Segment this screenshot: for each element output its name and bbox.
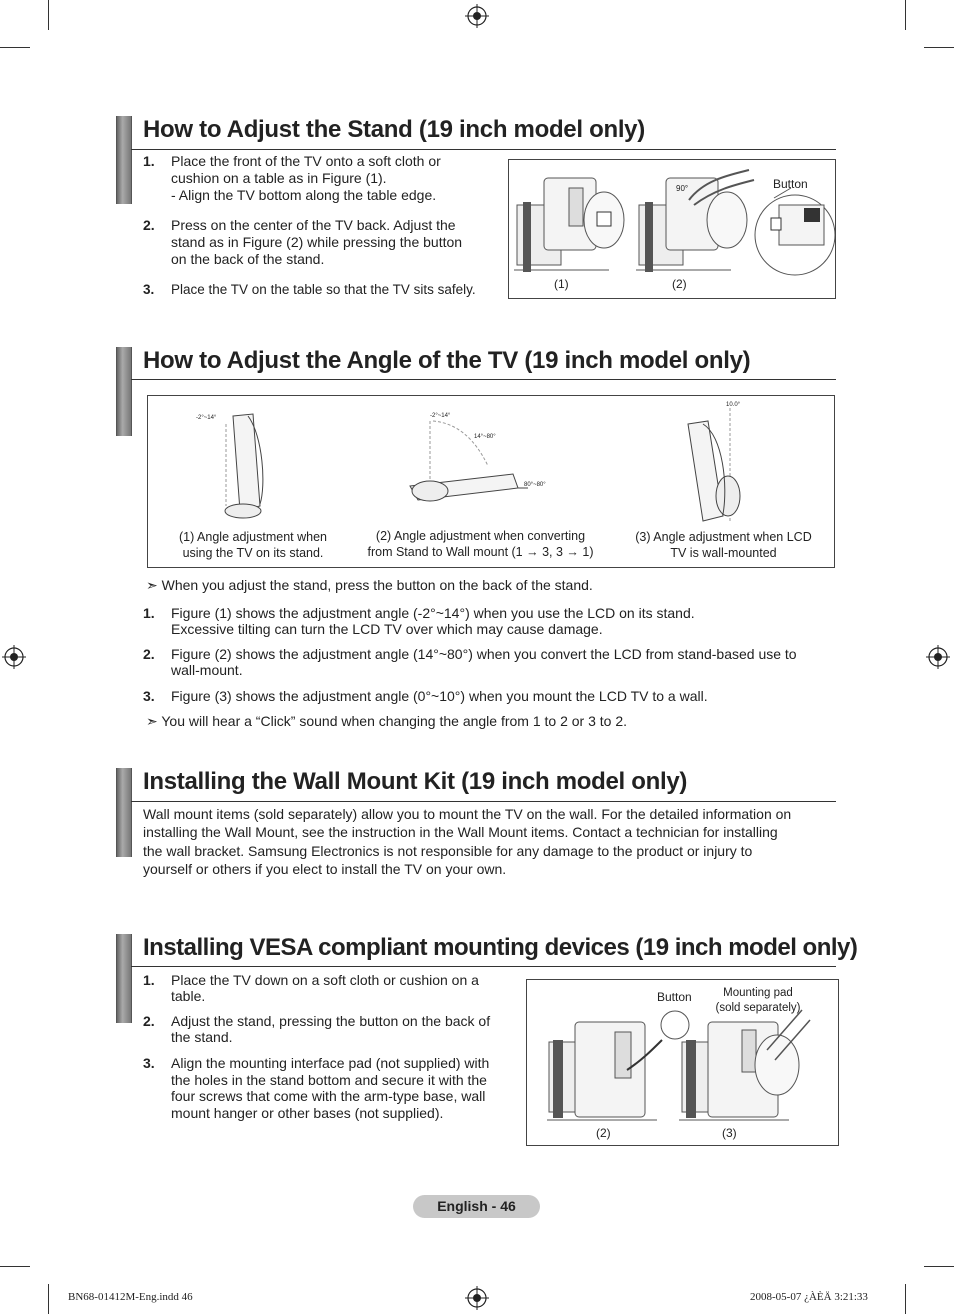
stand-figure: 90° Button (1) (2) — [508, 159, 836, 299]
section-rule — [131, 801, 836, 802]
registration-mark-icon — [465, 4, 489, 28]
section-title-angle: How to Adjust the Angle of the TV (19 inch model only) — [143, 347, 751, 374]
button-label: Button — [773, 177, 808, 191]
angle-caption-2: (2) Angle adjustment when converting from Stand to Wall mount (1 → 3, 3 → 1) — [367, 529, 594, 559]
crop-mark — [0, 47, 30, 48]
section-bar — [116, 768, 132, 857]
section-title-vesa: Installing VESA compliant mounting devices (19 inch model only) — [143, 934, 858, 961]
registration-mark-icon — [2, 645, 26, 669]
crop-mark — [48, 0, 49, 30]
crop-mark — [924, 47, 954, 48]
button-label: Button — [657, 990, 692, 1004]
section-rule — [131, 379, 836, 380]
wall-paragraph: Wall mount items (sold separately) allow you to mount the TV on the wall. For the detailed information on installing the Wall Mount, see the instruction in the Wall Mount items. Contact a technician for installing the wall bracket. Samsung Electronics is not responsible for any damage to the product or injury to yourself or others if you elect to install the TV on your own. — [143, 806, 792, 877]
crop-mark — [905, 1284, 906, 1314]
slug-right: 2008-05-07 ¿ÀÈÄ 3:21:33 — [750, 1291, 868, 1303]
mounting-pad-label: Mounting pad (sold separately) — [715, 987, 801, 1014]
crop-mark — [48, 1284, 49, 1314]
section-title-stand: How to Adjust the Stand (19 inch model only) — [143, 116, 645, 143]
section-rule — [131, 966, 836, 967]
section-bar — [116, 347, 132, 436]
note-arrow-icon: ➣ — [146, 577, 158, 593]
angle-note-2: ➣ You will hear a “Click” sound when changing the angle from 1 to 2 or 3 to 2. — [146, 713, 628, 729]
page-number: English - 46 — [413, 1195, 540, 1218]
vesa-figure: Button Mounting pad (sold separately) (2) (3) — [526, 979, 839, 1146]
section-bar — [116, 934, 132, 1023]
angle-caption-3: (3) Angle adjustment when LCD TV is wall-mounted — [635, 530, 812, 560]
angle-figure: -2°~14° -2°~14° 14°~80° 80°~80° 10.0° (1) Angle adjustment when using the TV on its stand. (2) Angle adjustment when converting from Stand to Wall mount (1 → 3, 3 → 1) (3) Angle adjustment when LCD TV is wall-mounted — [147, 395, 835, 568]
section-rule — [131, 149, 836, 150]
registration-mark-icon — [926, 645, 950, 669]
angle-note-1: ➣ When you adjust the stand, press the button on the back of the stand. — [146, 577, 593, 593]
registration-mark-icon — [465, 1286, 489, 1310]
section-title-wall: Installing the Wall Mount Kit (19 inch model only) — [143, 768, 688, 795]
slug-left: BN68-01412M-Eng.indd 46 — [68, 1291, 193, 1303]
crop-mark — [0, 1266, 30, 1267]
note-arrow-icon: ➣ — [146, 713, 158, 729]
crop-mark — [924, 1266, 954, 1267]
angle-caption-1: (1) Angle adjustment when using the TV on its stand. — [178, 530, 327, 560]
crop-mark — [905, 0, 906, 30]
section-bar — [116, 116, 132, 204]
